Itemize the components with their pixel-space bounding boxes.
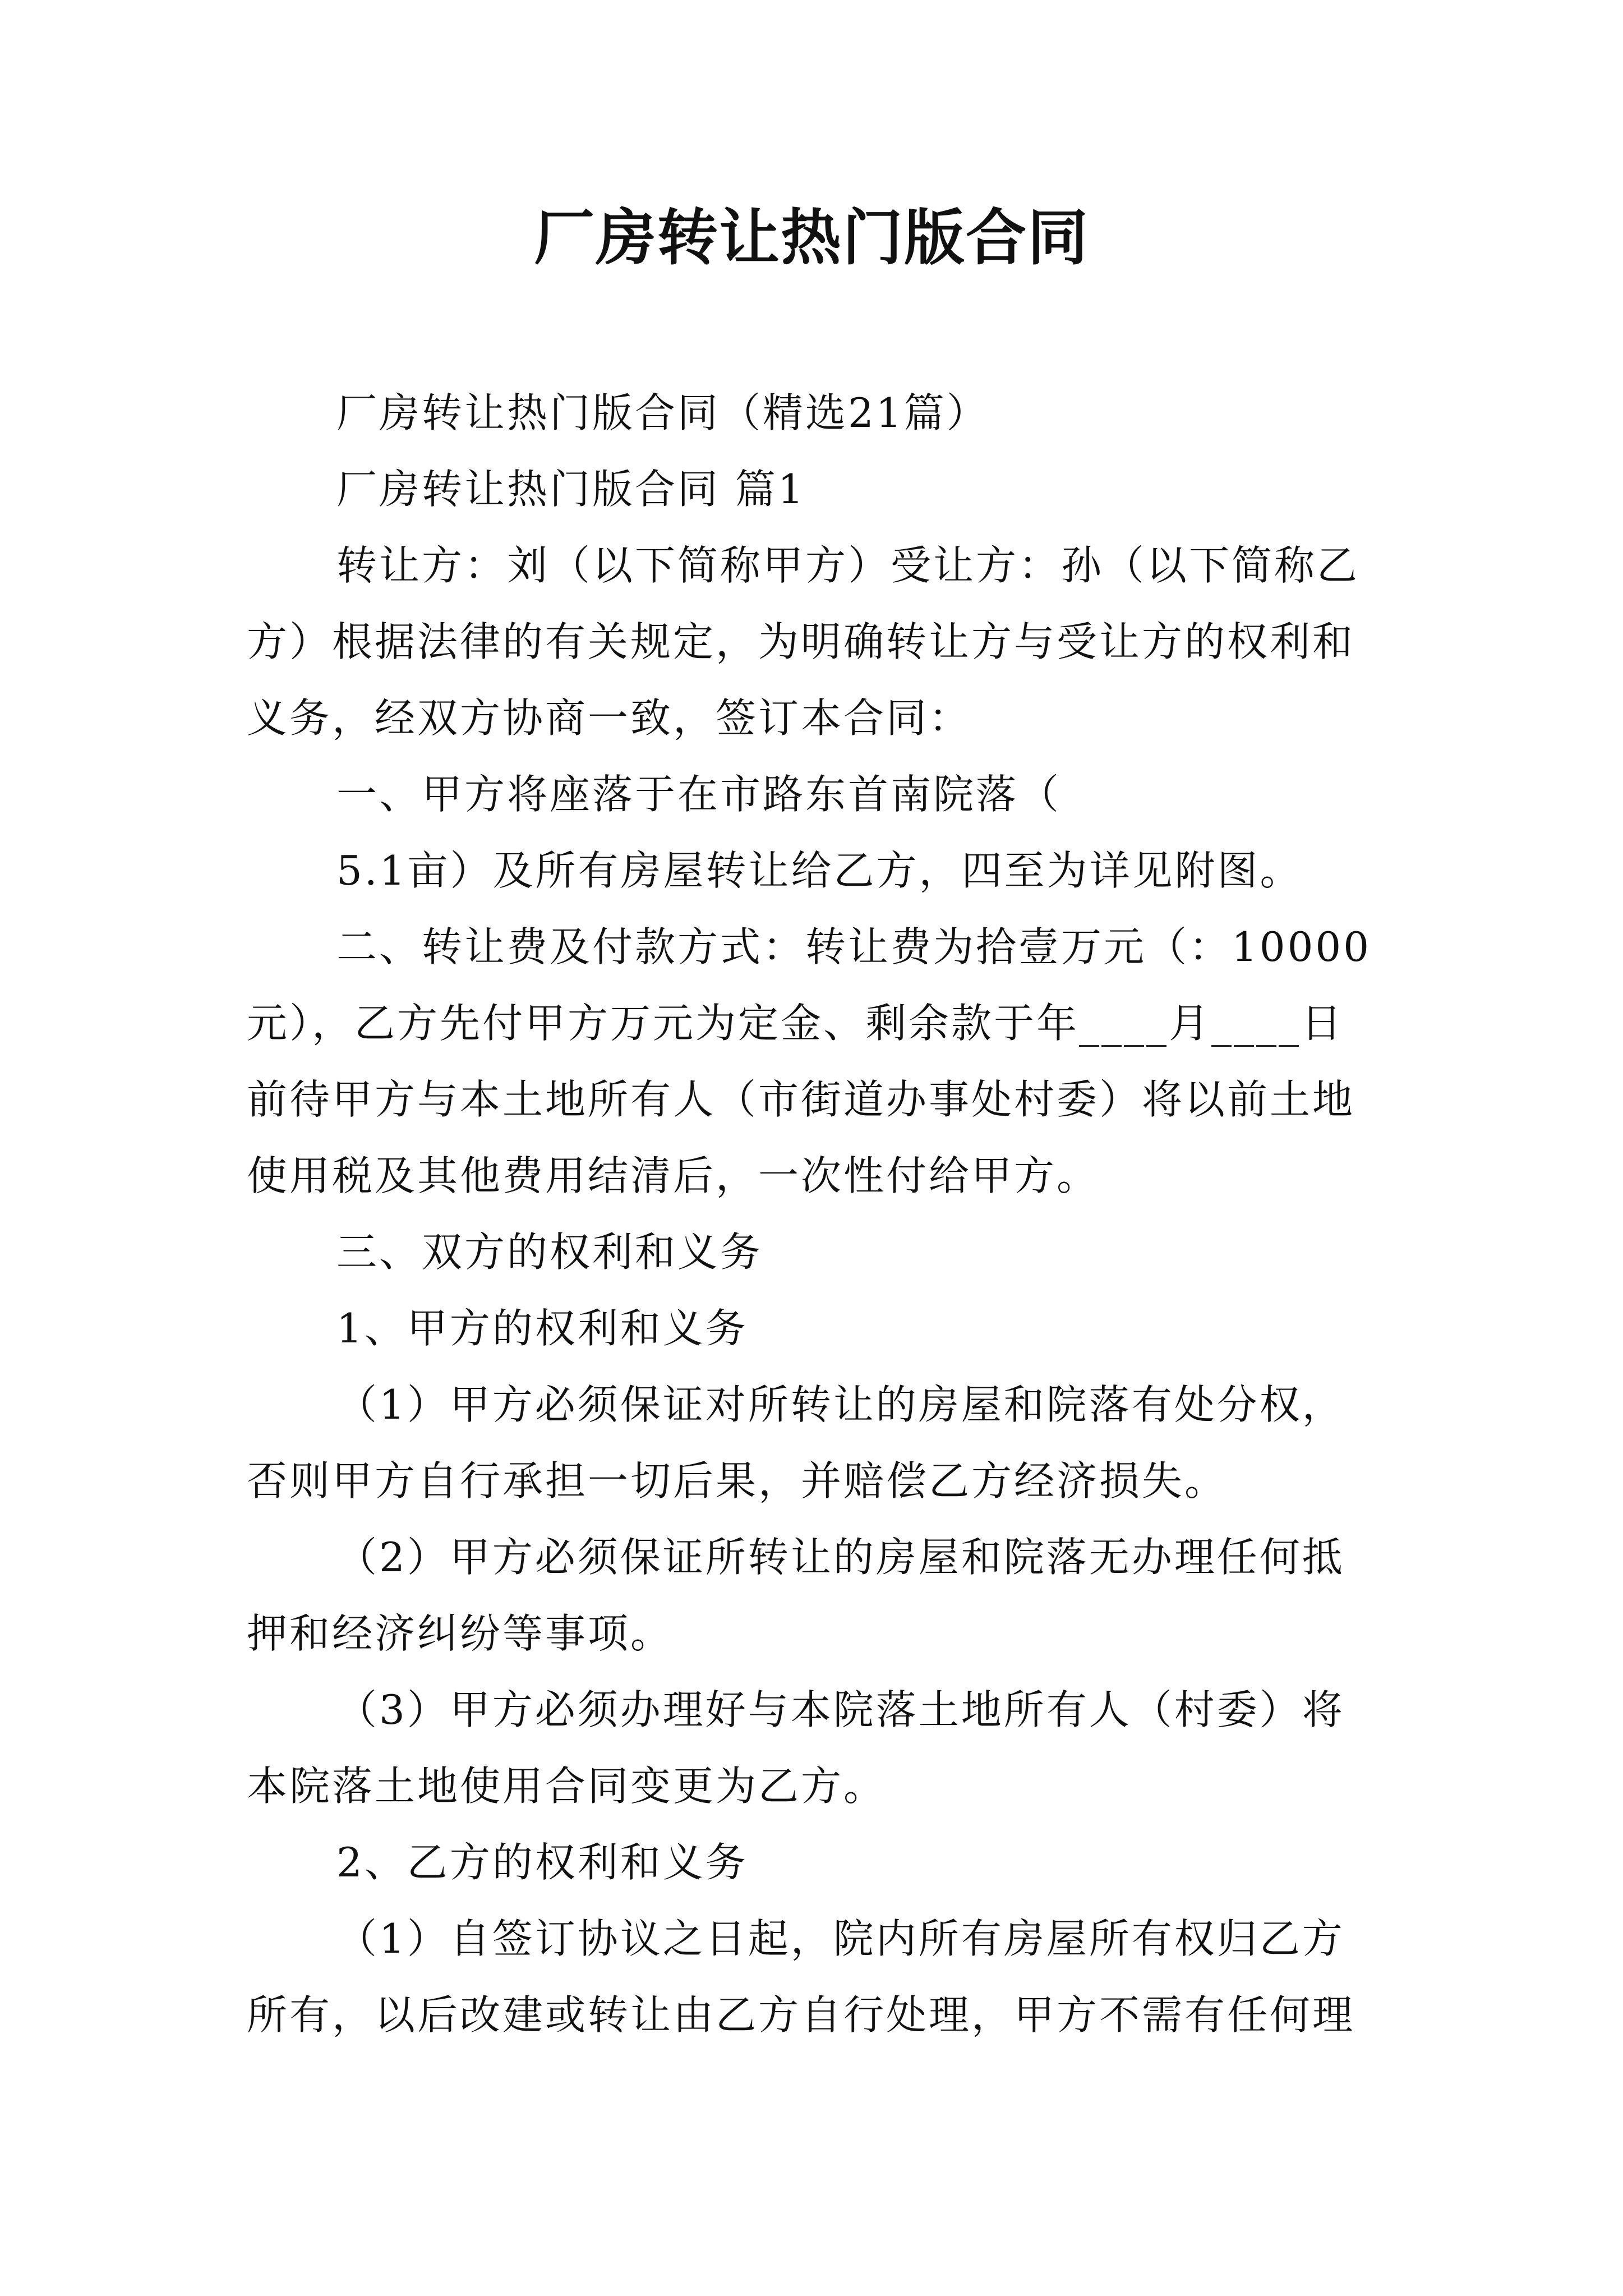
text-line: 转让方：刘（以下简称甲方）受让方：孙（以下简称乙 [336, 542, 1360, 589]
text-line: 二、转让费及付款方式：转让费为拾壹万元（：10000 [336, 923, 1372, 970]
text-line: （1）甲方必须保证对所转让的房屋和院落有处分权， [336, 1381, 1345, 1428]
text-line: 押和经济纠纷等事项。 [247, 1610, 674, 1657]
text-line: 否则甲方自行承担一切后果，并赔偿乙方经济损失。 [247, 1457, 1228, 1504]
text-line: （1）自签订协议之日起，院内所有房屋所有权归乙方 [336, 1915, 1345, 1962]
text-line: 1、甲方的权利和义务 [336, 1305, 748, 1352]
text-line: 所有，以后改建或转让由乙方自行处理，甲方不需有任何理 [247, 1991, 1355, 2039]
subtitle-line: 厂房转让热门版合同（精选21篇） [336, 389, 989, 436]
text-line: 三、双方的权利和义务 [336, 1228, 763, 1276]
text-line: 义务，经双方协商一致，签订本合同： [247, 694, 972, 742]
text-line: 使用税及其他费用结清后，一次性付给甲方。 [247, 1152, 1100, 1199]
text-line: （3）甲方必须办理好与本院落土地所有人（村委）将 [336, 1686, 1345, 1733]
text-line: 2、乙方的权利和义务 [336, 1839, 748, 1886]
text-line: 前待甲方与本土地所有人（市街道办事处村委）将以前土地 [247, 1076, 1355, 1123]
text-line: 一、甲方将座落于在市路东首南院落（ [336, 771, 1062, 818]
text-line: （2）甲方必须保证所转让的房屋和院落无办理任何抵 [336, 1534, 1345, 1581]
text-line: 方）根据法律的有关规定，为明确转让方与受让方的权利和 [247, 618, 1355, 665]
document-body [247, 375, 1385, 2053]
text-line: 本院落土地使用合同变更为乙方。 [247, 1763, 887, 1810]
text-line: 5.1亩）及所有房屋转让给乙方，四至为详见附图。 [336, 847, 1303, 894]
text-line: 元），乙方先付甲方万元为定金、剩余款于年____月____日 [247, 1000, 1344, 1047]
section-heading: 厂房转让热门版合同 篇1 [336, 466, 806, 513]
document-title: 厂房转让热门版合同 [533, 203, 1089, 273]
